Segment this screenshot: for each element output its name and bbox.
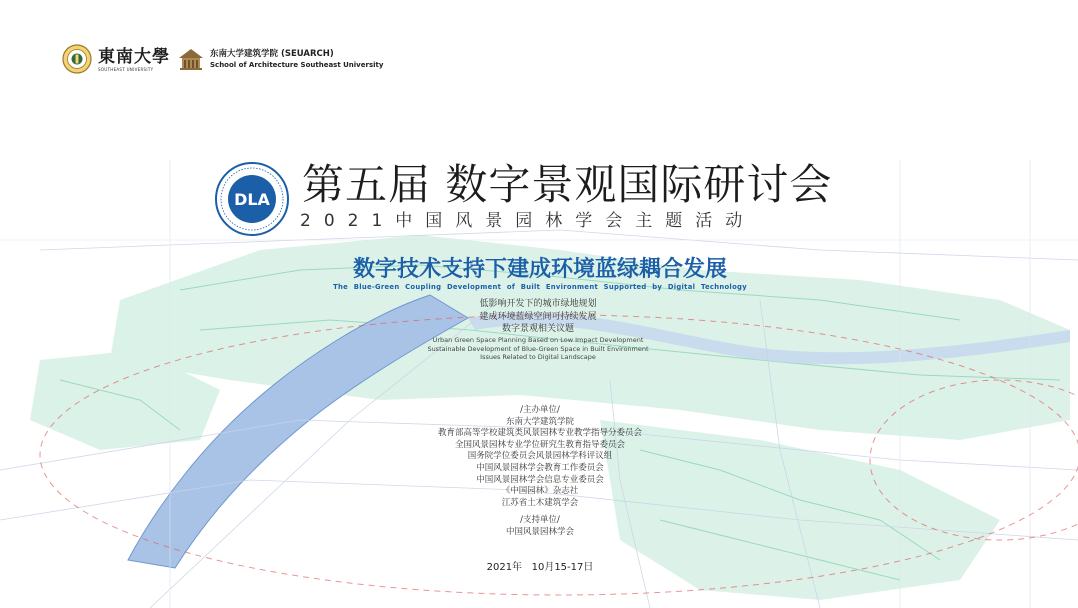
conference-title: 第五届 数字景观国际研讨会: [302, 160, 833, 209]
organizers-section: [390, 405, 690, 509]
conference-subtitle: 2021中国风景园林学会主题活动: [300, 211, 756, 231]
organizer-item: 中国风景园林学会教育工作委员会: [476, 462, 604, 473]
organizer-item: 东南大学建筑学院: [505, 416, 574, 427]
organizer-item: 国务院学位委员会风景园林学科评议组: [467, 451, 613, 462]
seu-seal-icon: [62, 44, 92, 74]
seuarch-wordmark: [210, 48, 383, 71]
seu-name-cn: 東南大學: [98, 46, 170, 67]
topic-cn-item: 低影响开发下的城市绿地规划: [479, 299, 597, 309]
topic-en-item: Urban Green Space Planning Based on Low Impact Development: [432, 336, 644, 344]
dla-conference-logo-icon: [214, 161, 290, 237]
topic-en-item: Issues Related to Digital Landscape: [480, 353, 596, 361]
organizer-item: 全国风景园林专业学位研究生教育指导委员会: [454, 439, 625, 450]
theme-title-en: The Blue-Green Coupling Development of Built Environment Supported by Digital Technology: [333, 283, 747, 291]
seu-wordmark: [98, 47, 170, 72]
seu-name-en: SOUTHEAST UNIVERSITY: [98, 66, 154, 72]
supporters-section: [390, 515, 690, 538]
supporter-item: 中国风景园林学会: [505, 526, 574, 537]
seuarch-name-en: School of Architecture Southeast University: [210, 60, 384, 69]
header-logos: [62, 42, 383, 76]
topic-cn-item: 建成环境蓝绿空间可持续发展: [479, 311, 597, 322]
topics-cn-list: [388, 298, 688, 336]
topic-en-item: Sustainable Development of Blue-Green Space in Built Environment: [427, 344, 649, 353]
theme-title-cn: 数字技术支持下建成环境蓝绿耦合发展: [352, 257, 727, 282]
supporters-label: /支持单位/: [520, 515, 560, 525]
organizer-item: 中国风景园林学会信息专业委员会: [476, 474, 604, 485]
topic-cn-item: 数字景观相关议题: [501, 324, 574, 334]
event-date: 2021年 10月15-17日: [486, 562, 594, 573]
organizer-item: 江苏省土木建筑学会: [501, 497, 579, 508]
organizers-label: /主办单位/: [520, 405, 560, 415]
topics-en-list: [388, 336, 688, 362]
organizer-item: 教育部高等学校建筑类风景园林专业教学指导分委员会: [437, 428, 642, 439]
seuarch-logo-icon: [178, 46, 204, 72]
organizer-item: 《中国园林》杂志社: [501, 486, 579, 497]
seuarch-name-cn: 东南大学建筑学院 (SEUARCH): [210, 48, 334, 59]
dla-logo-text: DLA: [234, 190, 270, 209]
